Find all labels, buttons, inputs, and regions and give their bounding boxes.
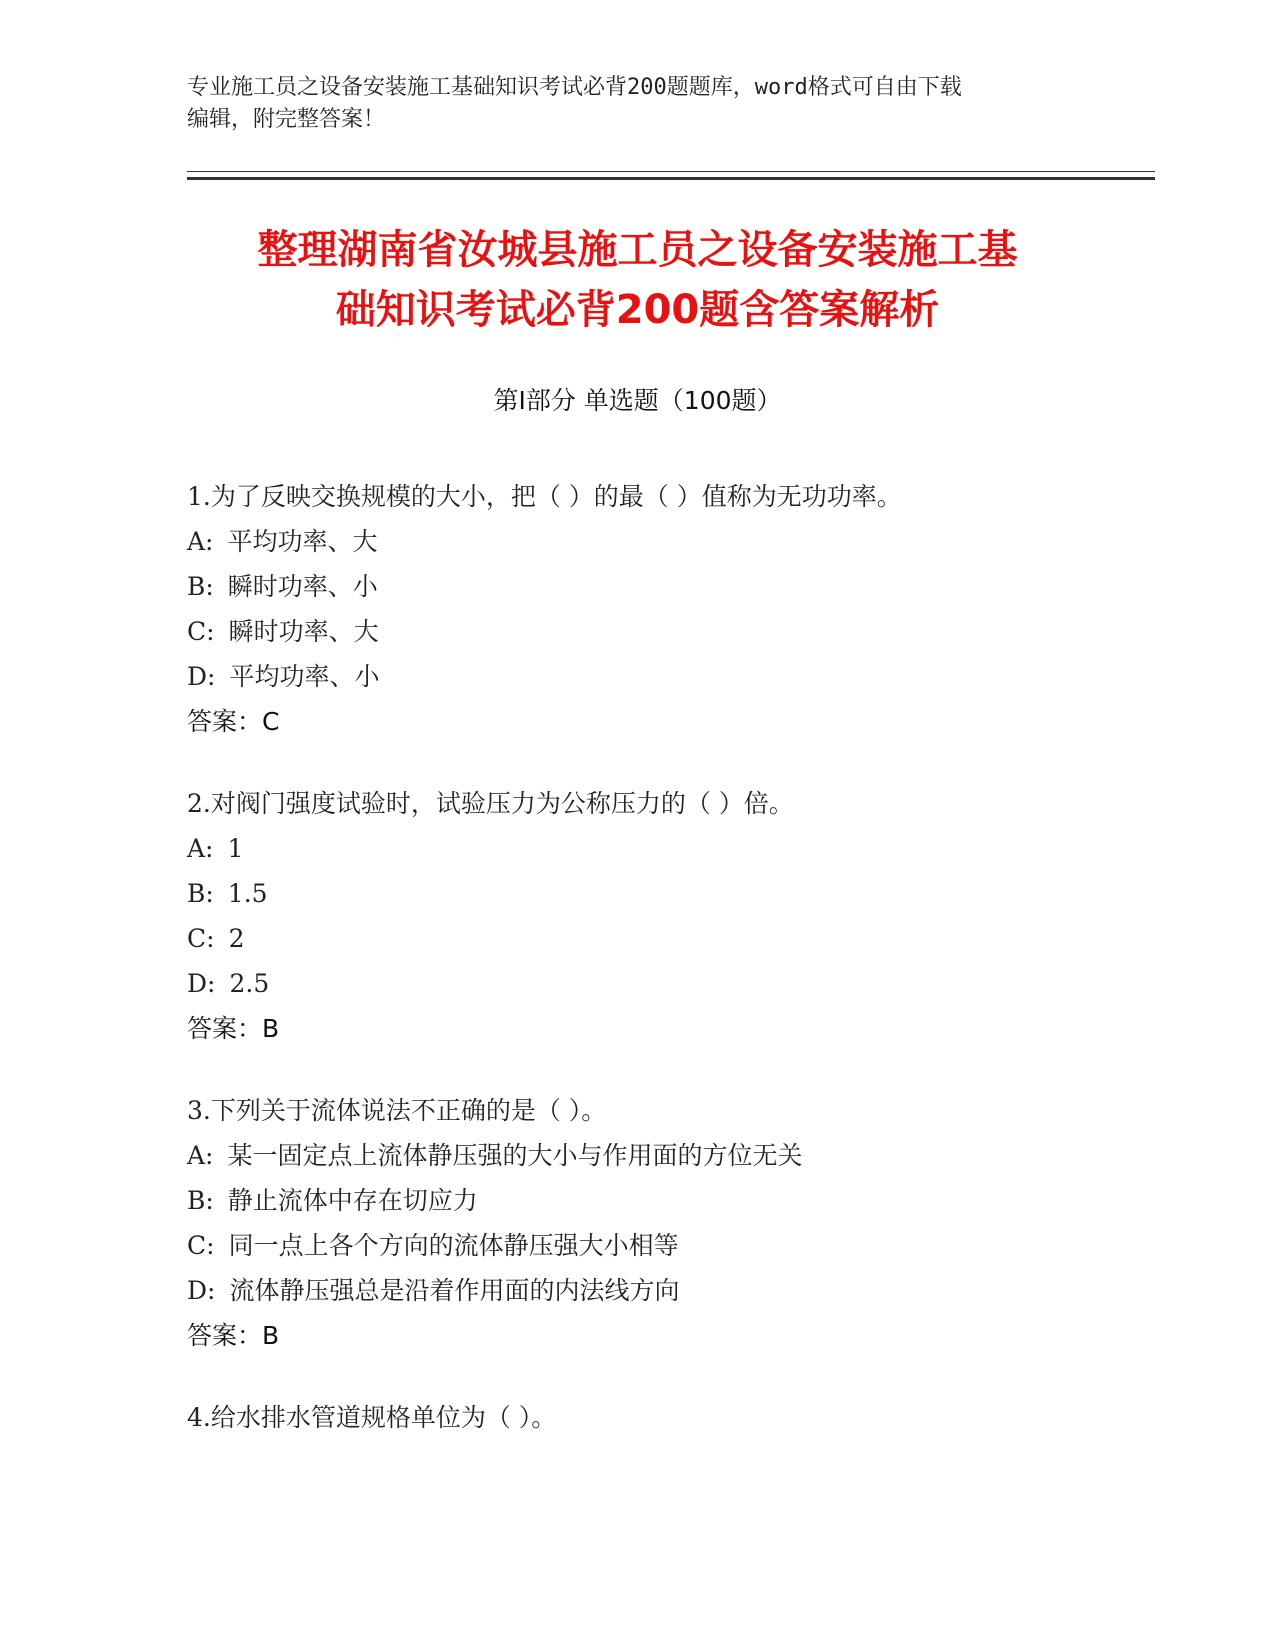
question-2: [187, 781, 1147, 1051]
option-text: 同一点上各个方向的流体静压强大小相等: [228, 1231, 679, 1260]
option-d: [187, 961, 1147, 1006]
option-key: C:: [187, 1231, 215, 1260]
question-4: [187, 1395, 1147, 1440]
header-note-line-1: 专业施工员之设备安装施工基础知识考试必背200题题库，word格式可自由下载: [187, 75, 962, 100]
option-key: D:: [187, 662, 216, 691]
option-key: B:: [187, 572, 214, 601]
question-stem: 4.给水排水管道规格单位为（ ）。: [187, 1403, 557, 1432]
option-c: [187, 916, 1147, 961]
option-text: 平均功率、大: [227, 527, 378, 556]
option-a: [187, 519, 1147, 564]
question-stem: 3.下列关于流体说法不正确的是（ ）。: [187, 1096, 607, 1125]
document-title: [150, 220, 1125, 340]
option-text: 流体静压强总是沿着作用面的内法线方向: [229, 1276, 680, 1305]
option-key: A:: [187, 834, 214, 863]
answer: 答案：C: [187, 707, 280, 736]
option-text: 平均功率、小: [229, 662, 380, 691]
header-divider-thin: [187, 171, 1155, 172]
question-1: [187, 474, 1147, 744]
option-text: 静止流体中存在切应力: [227, 1186, 478, 1215]
question-3: [187, 1088, 1147, 1358]
option-a: [187, 826, 1147, 871]
option-c: [187, 609, 1147, 654]
option-text: 2: [228, 924, 245, 953]
option-key: D:: [187, 1276, 216, 1305]
option-b: [187, 871, 1147, 916]
header-note: [187, 72, 1087, 136]
question-stem: 2.对阀门强度试验时，试验压力为公称压力的（ ）倍。: [187, 789, 794, 818]
option-key: B:: [187, 879, 214, 908]
option-b: [187, 564, 1147, 609]
header-note-line-2: 编辑，附完整答案！: [187, 107, 386, 132]
option-a: [187, 1133, 1147, 1178]
answer: 答案：B: [187, 1321, 280, 1350]
question-stem: 1.为了反映交换规模的大小，把（ ）的最（ ）值称为无功功率。: [187, 482, 902, 511]
option-text: 某一固定点上流体静压强的大小与作用面的方位无关: [227, 1141, 803, 1170]
document-title-line-1: 整理湖南省汝城县施工员之设备安装施工基: [257, 227, 1018, 273]
option-key: B:: [187, 1186, 214, 1215]
option-key: C:: [187, 924, 215, 953]
option-text: 瞬时功率、大: [228, 617, 379, 646]
option-text: 1: [227, 834, 244, 863]
question-list: [187, 474, 1147, 1477]
option-key: C:: [187, 617, 215, 646]
option-key: A:: [187, 1141, 214, 1170]
section-title: 第Ⅰ部分 单选题（100题）: [493, 386, 782, 415]
option-text: 2.5: [229, 969, 270, 998]
option-text: 瞬时功率、小: [227, 572, 378, 601]
option-d: [187, 1268, 1147, 1313]
document-title-line-2: 础知识考试必背200题含答案解析: [335, 287, 940, 333]
option-d: [187, 654, 1147, 699]
option-c: [187, 1223, 1147, 1268]
answer: 答案：B: [187, 1014, 280, 1043]
option-key: D:: [187, 969, 216, 998]
option-b: [187, 1178, 1147, 1223]
header-divider-thick: [187, 177, 1155, 180]
option-key: A:: [187, 527, 214, 556]
option-text: 1.5: [227, 879, 268, 908]
